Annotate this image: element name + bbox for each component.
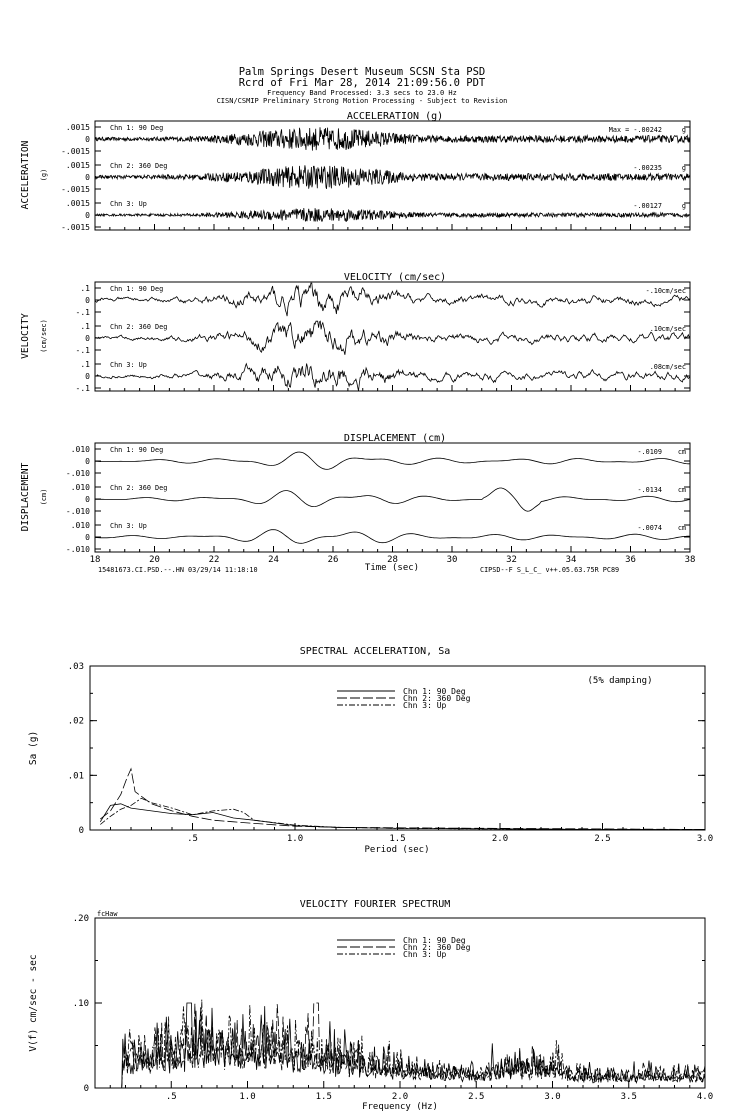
ytick-label: -.0015 — [61, 223, 90, 232]
peak-unit: cm — [677, 486, 686, 494]
ytick-label: 0 — [85, 495, 90, 504]
ytick-label: .0015 — [65, 161, 90, 170]
sa-line-chn2 — [100, 769, 705, 830]
sa-ytick-label: .01 — [67, 771, 84, 782]
peak-unit: cm/sec — [661, 287, 686, 295]
trace-acc-chn1 — [95, 127, 690, 150]
fs-xtick-label: 4.0 — [696, 1092, 714, 1102]
peak-value: -.0109 — [637, 448, 662, 456]
peak-value: -.00235 — [633, 164, 662, 172]
time-tick-label: 30 — [446, 555, 458, 565]
fs-xtick-label: 3.5 — [620, 1092, 637, 1102]
trace-vel-chn2 — [95, 321, 690, 355]
fs-xtick-label: 1.0 — [239, 1092, 256, 1102]
fs-xtick-label: .5 — [165, 1092, 177, 1102]
ytick-label: .1 — [80, 360, 90, 369]
ytick-label: -.010 — [65, 507, 90, 516]
channel-label: Chn 1: 90 Deg — [110, 124, 164, 132]
fs-xtick-label: 2.5 — [468, 1092, 485, 1102]
channel-label: Chn 2: 360 Deg — [110, 323, 168, 331]
ytick-label: .1 — [80, 322, 90, 331]
sa-xtick-label: 1.5 — [389, 834, 406, 844]
sa-legend-label: Chn 3: Up — [403, 701, 447, 710]
ytick-label: .0015 — [65, 199, 90, 208]
sa-ytick-label: 0 — [78, 826, 84, 836]
fs-corner-label: fcHaw — [97, 910, 118, 918]
trace-acc-chn2 — [95, 165, 690, 189]
time-tick-label: 22 — [208, 555, 220, 565]
fs-legend-label: Chn 1: 90 Deg — [403, 936, 466, 945]
trace-dis-chn2 — [95, 488, 690, 511]
peak-unit: cm/sec — [661, 325, 686, 333]
sa-line-chn1 — [100, 804, 705, 830]
sa-xtick-label: 1.0 — [286, 834, 304, 844]
ytick-label: -.1 — [75, 346, 90, 355]
sa-ylabel: Sa (g) — [28, 730, 39, 766]
ytick-label: 0 — [85, 334, 90, 343]
velocity-yunit: (cm/sec) — [40, 319, 48, 353]
fs-line-chn2 — [110, 1003, 705, 1088]
sa-panel-frame — [90, 666, 705, 830]
peak-unit: cm — [677, 448, 686, 456]
peak-unit: cm — [677, 524, 686, 532]
sa-xtick-label: 2.5 — [594, 834, 611, 844]
channel-label: Chn 3: Up — [110, 522, 147, 530]
fs-legend-label: Chn 2: 360 Deg — [403, 943, 471, 952]
ytick-label: -.1 — [75, 308, 90, 317]
peak-value: .08 — [649, 363, 662, 371]
peak-unit: g — [681, 126, 686, 134]
ytick-label: -.010 — [65, 469, 90, 478]
trace-dis-chn1 — [95, 452, 690, 469]
peak-value: .10 — [649, 325, 662, 333]
sa-legend-label: Chn 2: 360 Deg — [403, 694, 471, 703]
trace-vel-chn1 — [95, 283, 690, 316]
ytick-label: 0 — [85, 173, 90, 182]
peak-value: -.0074 — [637, 524, 662, 532]
trace-dis-chn3 — [95, 530, 690, 544]
time-tick-label: 28 — [387, 555, 398, 565]
header-line2: Rcrd of Fri Mar 28, 2014 21:09:56.0 PDT — [238, 77, 486, 89]
ytick-label: 0 — [85, 457, 90, 466]
time-tick-label: 34 — [565, 555, 577, 565]
displacement-title: DISPLACEMENT (cm) — [343, 433, 447, 444]
channel-label: Chn 1: 90 Deg — [110, 446, 164, 454]
ytick-label: .010 — [70, 445, 90, 454]
header-line3: Frequency Band Processed: 3.3 secs to 23.0 Hz — [267, 89, 457, 97]
ytick-label: 0 — [85, 135, 90, 144]
time-tick-label: 26 — [327, 555, 339, 565]
fs-ytick-label: 0 — [83, 1084, 89, 1094]
ytick-label: -.010 — [65, 545, 90, 554]
accel-ylabel: ACCELERATION — [20, 140, 31, 210]
ytick-label: .0015 — [65, 123, 90, 132]
sa-xtick-label: 2.0 — [491, 834, 509, 844]
sa-layer — [68, 662, 713, 844]
fs-xtick-label: 2.0 — [391, 1092, 409, 1102]
time-tick-label: 18 — [89, 555, 101, 565]
sa-xtick-label: .5 — [187, 834, 198, 844]
time-xlabel: Time (sec) — [364, 563, 420, 573]
displacement-ylabel: DISPLACEMENT — [20, 462, 31, 532]
sa-ytick-label: .03 — [67, 662, 84, 672]
time-tick-label: 24 — [268, 555, 279, 565]
ytick-label: -.0015 — [61, 147, 90, 156]
channel-label: Chn 2: 360 Deg — [110, 162, 168, 170]
fs-ytick-label: .10 — [72, 999, 89, 1009]
sa-ytick-label: .02 — [67, 716, 84, 727]
sa-title: SPECTRAL ACCELERATION, Sa — [299, 646, 451, 657]
peak-unit: g — [681, 202, 686, 210]
ytick-label: 0 — [85, 296, 90, 305]
sa-legend-label: Chn 1: 90 Deg — [403, 687, 466, 696]
channel-label: Chn 3: Up — [110, 200, 147, 208]
velocity-ylabel: VELOCITY — [20, 313, 31, 359]
fs-line-chn1 — [110, 1003, 705, 1088]
fs-xtick-label: 1.5 — [315, 1092, 332, 1102]
peak-value: -.10 — [645, 287, 662, 295]
sa-xtick-label: 3.0 — [696, 834, 714, 844]
displacement-panel-frame — [95, 443, 690, 552]
fs-layer — [73, 914, 713, 1102]
header-line4: CISN/CSMIP Preliminary Strong Motion Processing - Subject to Revision — [216, 97, 508, 105]
header-line1: Palm Springs Desert Museum SCSN Sta PSD — [238, 66, 486, 78]
footer-left: 15481673.CI.PSD.--.HN 03/29/14 11:18:10 — [98, 566, 258, 574]
fs-legend-label: Chn 3: Up — [403, 950, 447, 959]
time-tick-label: 20 — [149, 555, 160, 565]
ytick-label: 0 — [85, 533, 90, 542]
fs-ylabel: V(f) cm/sec - sec — [28, 954, 39, 1052]
time-tick-label: 38 — [684, 555, 696, 565]
ytick-label: 0 — [85, 372, 90, 381]
channel-label: Chn 3: Up — [110, 361, 147, 369]
fs-xtick-label: 3.0 — [544, 1092, 561, 1102]
ytick-label: .1 — [80, 284, 90, 293]
fs-xlabel: Frequency (Hz) — [362, 1102, 438, 1112]
ytick-label: -.1 — [75, 384, 90, 393]
time-tick-label: 32 — [506, 555, 517, 565]
channel-label: Chn 1: 90 Deg — [110, 285, 164, 293]
peak-unit: cm/sec — [661, 363, 686, 371]
fs-title: VELOCITY FOURIER SPECTRUM — [299, 899, 451, 910]
ytick-label: -.0015 — [61, 185, 90, 194]
accel-title: ACCELERATION (g) — [346, 111, 444, 122]
peak-unit: g — [681, 164, 686, 172]
time-series-layer — [61, 123, 690, 554]
accel-yunit: (g) — [40, 168, 48, 182]
trace-acc-chn3 — [95, 208, 690, 222]
footer-right: CIPSD--F S_L_C_ v++.05.63.75R PC89 — [480, 566, 620, 574]
displacement-yunit: (cm) — [40, 488, 48, 506]
ytick-label: .010 — [70, 521, 90, 530]
ytick-label: .010 — [70, 483, 90, 492]
peak-value: -.00127 — [633, 202, 662, 210]
channel-label: Chn 2: 360 Deg — [110, 484, 168, 492]
time-tick-label: 36 — [625, 555, 636, 565]
peak-value: Max = -.00242 — [608, 126, 662, 134]
velocity-title: VELOCITY (cm/sec) — [343, 272, 447, 283]
sa-damping-note: (5% damping) — [587, 676, 653, 686]
fs-ytick-label: .20 — [72, 914, 89, 924]
ytick-label: 0 — [85, 211, 90, 220]
sa-line-chn3 — [100, 798, 705, 829]
sa-xlabel: Period (sec) — [364, 845, 430, 855]
peak-value: -.0134 — [637, 486, 662, 494]
